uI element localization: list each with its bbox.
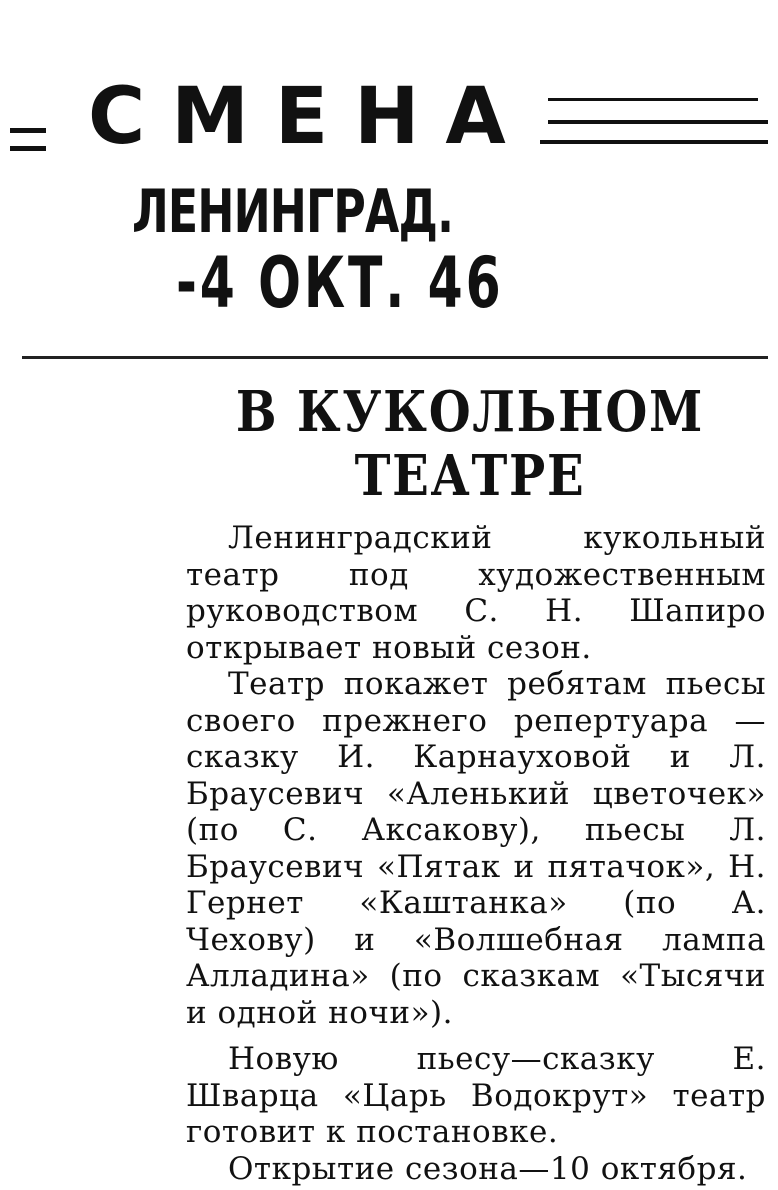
divider-rule bbox=[22, 356, 768, 359]
newspaper-stamp bbox=[0, 0, 778, 360]
headline-line-2: ТЕАТРЕ bbox=[354, 443, 586, 509]
article-body bbox=[186, 520, 766, 1187]
paragraph: Театр покажет ребятам пьесы своего прежнего репертуара — сказку И. Карнауховой и Л. Браусевич «Аленький цветочек» (по С. Аксакову), пьесы Л. Браусевич «Пятак и пятачок», Н. Гернет «Каштанка» (по А. Чехову) и «Волшебная лампа Алладина» (по сказкам «Тысячи и одной ночи»). bbox=[186, 666, 766, 1031]
stamp-right-dash bbox=[548, 120, 768, 124]
stamp-right-dash bbox=[540, 140, 768, 144]
paragraph: Новую пьесу—сказку Е. Шварца «Царь Водокрут» театр готовит к постановке. bbox=[186, 1041, 766, 1150]
stamp-left-dash bbox=[10, 146, 46, 151]
stamp-right-dash bbox=[548, 98, 758, 101]
headline-line-1: В КУКОЛЬНОМ bbox=[235, 379, 705, 445]
paragraph: Открытие сезона—10 октября. bbox=[228, 1150, 748, 1187]
paragraph: Ленинградский кукольный театр под художественным руководством С. Н. Шапиро открывает новый сезон. bbox=[186, 520, 766, 666]
stamp-city: ЛЕНИНГРАД. bbox=[132, 177, 454, 247]
stamp-title: СМЕНА bbox=[88, 72, 532, 162]
stamp-date: -4 ОКТ. 46 bbox=[176, 242, 504, 324]
stamp-left-dash bbox=[10, 128, 46, 133]
